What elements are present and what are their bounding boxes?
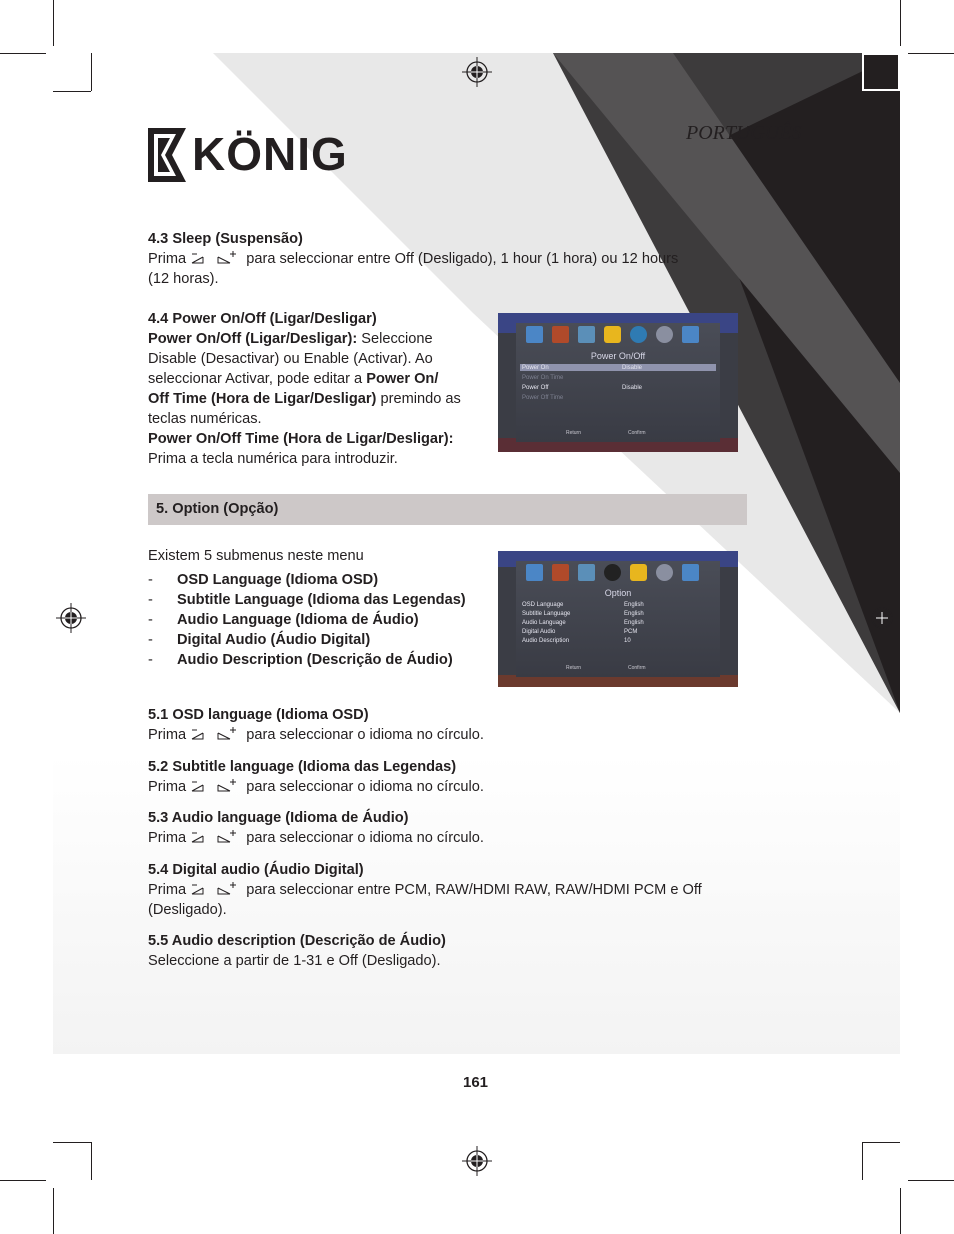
osd-row-label: Power Off (522, 385, 549, 391)
registration-mark-icon (462, 57, 492, 87)
minus-icon (190, 882, 216, 896)
paragraph (148, 329, 488, 349)
brand-logo (148, 128, 354, 182)
osd-row-label: Power Off Time (522, 395, 564, 401)
osd-menu (516, 561, 720, 677)
text: Prima (148, 882, 187, 898)
paragraph (148, 369, 488, 389)
time-icon (604, 326, 621, 343)
crop-mark (91, 53, 92, 91)
osd-footer-return: Return (566, 665, 582, 671)
paragraph: Existem 5 submenus neste menu (148, 548, 364, 564)
crop-mark (900, 1188, 901, 1234)
text: para seleccionar o idioma no círculo. (242, 779, 484, 795)
search-icon (578, 564, 595, 581)
section-heading: 5.3 Audio language (Idioma de Áudio) (148, 810, 409, 826)
list-item-text: Audio Description (Descrição de Áudio) (177, 652, 453, 668)
paragraph (148, 249, 748, 269)
paragraph (148, 725, 748, 745)
bullet: - (148, 592, 153, 608)
section-heading: 5.2 Subtitle language (Idioma das Legendas) (148, 759, 457, 775)
crop-mark (53, 91, 91, 92)
list-item-text: OSD Language (Idioma OSD) (177, 572, 379, 588)
system-icon (682, 564, 699, 581)
section-heading: 5.1 OSD language (Idioma OSD) (148, 707, 369, 723)
text: Power On/ (366, 371, 439, 387)
minus-plus-icon (190, 251, 216, 265)
text: Prima (148, 779, 187, 795)
plus-icon (216, 727, 242, 741)
list-item (148, 630, 493, 650)
list-item (148, 570, 493, 590)
section-bar: 5. Option (Opção) (148, 494, 747, 525)
osd-row-value: English (624, 602, 644, 608)
crop-mark (53, 1142, 91, 1143)
osd-row-label: Power On Time (522, 375, 564, 381)
section-5-5 (148, 931, 748, 971)
osd-row-label: OSD Language (522, 602, 564, 608)
bullet: - (148, 632, 153, 648)
submenu-list (148, 570, 493, 670)
text: premindo as (376, 391, 461, 407)
osd-row-value: Disable (622, 365, 643, 371)
list-item (148, 650, 493, 670)
crop-mark (862, 1142, 863, 1180)
disc-icon (656, 564, 673, 581)
minus-icon (190, 727, 216, 741)
globe-icon (630, 326, 647, 343)
crop-mark (900, 0, 901, 46)
section-5-intro (148, 546, 493, 670)
list-item-text: Audio Language (Idioma de Áudio) (177, 612, 419, 628)
registration-mark-icon (462, 1146, 492, 1176)
section-heading: 4.3 Sleep (Suspensão) (148, 231, 303, 247)
text: seleccionar Activar, pode editar a (148, 371, 367, 387)
osd-footer-confirm: Confirm (628, 665, 646, 671)
plus-icon (216, 779, 242, 793)
screenshot-power-on-off (498, 313, 738, 452)
osd-menu (516, 323, 720, 442)
crop-mark (0, 53, 46, 54)
osd-row-value: Disable (622, 385, 643, 391)
osd-row-label: Digital Audio (522, 629, 556, 635)
list-item (148, 590, 493, 610)
picture-icon (526, 564, 543, 581)
section-heading: 5.4 Digital audio (Áudio Digital) (148, 862, 364, 878)
osd-row-label: Power On (522, 365, 549, 371)
osd-row-label: Audio Language (522, 620, 566, 626)
text: Power On/Off (Ligar/Desligar): (148, 331, 358, 347)
list-item (148, 610, 493, 630)
text: Prima (148, 830, 187, 846)
list-item-text: Subtitle Language (Idioma das Legendas) (177, 592, 466, 608)
osd-row-label: Audio Description (522, 638, 570, 644)
text: para seleccionar entre Off (Desligado), 1 hour (1 hora) ou 12 hours (242, 251, 679, 267)
registration-mark-icon (56, 603, 86, 633)
crop-mark (53, 0, 54, 46)
section-4-4 (148, 309, 488, 469)
bullet: - (148, 652, 153, 668)
globe-icon (630, 564, 647, 581)
osd-title: Power On/Off (590, 351, 646, 361)
language-label: PORTUGUÊS (686, 122, 802, 144)
bullet: - (148, 612, 153, 628)
paragraph: (12 horas). (148, 271, 219, 287)
osd-row-value: PCM (624, 629, 638, 635)
menu-icons (526, 564, 699, 581)
section-4-3 (148, 229, 748, 289)
section-heading: 4.4 Power On/Off (Ligar/Desligar) (148, 311, 377, 327)
text: Off Time (Hora de Ligar/Desligar) (148, 391, 377, 407)
text: para seleccionar o idioma no círculo. (242, 727, 484, 743)
bullet: - (148, 572, 153, 588)
search-icon (578, 326, 595, 343)
screenshot-option (498, 551, 738, 687)
crop-mark (908, 1180, 954, 1181)
brand-name: KÖNIG (192, 128, 348, 180)
crop-mark (53, 1188, 54, 1234)
crop-mark (0, 1180, 46, 1181)
text: para seleccionar o idioma no círculo. (242, 830, 484, 846)
paragraph (148, 389, 488, 409)
paragraph (148, 828, 748, 848)
osd-footer-return: Return (566, 430, 582, 436)
page-number: 161 (463, 1074, 489, 1091)
section-5-2 (148, 757, 748, 797)
plus-icon (216, 830, 242, 844)
menu-icons (526, 326, 699, 343)
paragraph (148, 777, 748, 797)
corner-box (862, 53, 900, 91)
paragraph: (Desligado). (148, 902, 227, 918)
text: Prima (148, 251, 187, 267)
crop-mark (862, 1142, 900, 1143)
minus-icon (190, 779, 216, 793)
osd-title: Option (604, 588, 632, 598)
minus-icon (190, 830, 216, 844)
osd-row-label: Subtitle Language (522, 611, 571, 617)
disc-icon (656, 326, 673, 343)
crop-mark (908, 53, 954, 54)
paragraph (148, 880, 748, 900)
section-5-4 (148, 860, 748, 920)
channel-icon (552, 326, 569, 343)
plus-icon (216, 882, 242, 896)
paragraph: teclas numéricas. (148, 411, 262, 427)
osd-footer-confirm: Confirm (628, 430, 646, 436)
picture-icon (526, 326, 543, 343)
paragraph: Seleccione a partir de 1-31 e Off (Desligado). (148, 953, 441, 969)
text: Seleccione (357, 331, 433, 347)
text: para seleccionar entre PCM, RAW/HDMI RAW, RAW/HDMI PCM e Off (242, 882, 702, 898)
list-item-text: Digital Audio (Áudio Digital) (177, 632, 371, 648)
plus-icon (216, 251, 242, 265)
time-icon (604, 564, 621, 581)
osd-row-value: English (624, 611, 644, 617)
paragraph: Power On/Off Time (Hora de Ligar/Desligar): (148, 431, 454, 447)
osd-row-value: English (624, 620, 644, 626)
channel-icon (552, 564, 569, 581)
registration-mark-icon (867, 603, 897, 633)
section-5-3 (148, 808, 748, 848)
text: Prima (148, 727, 187, 743)
section-5-1 (148, 705, 748, 745)
paragraph: Disable (Desactivar) ou Enable (Activar). Ao (148, 351, 433, 367)
section-heading: 5.5 Audio description (Descrição de Áudio) (148, 933, 446, 949)
paragraph: Prima a tecla numérica para introduzir. (148, 451, 398, 467)
system-icon (682, 326, 699, 343)
osd-row-value: 10 (624, 638, 631, 644)
crop-mark (91, 1142, 92, 1180)
